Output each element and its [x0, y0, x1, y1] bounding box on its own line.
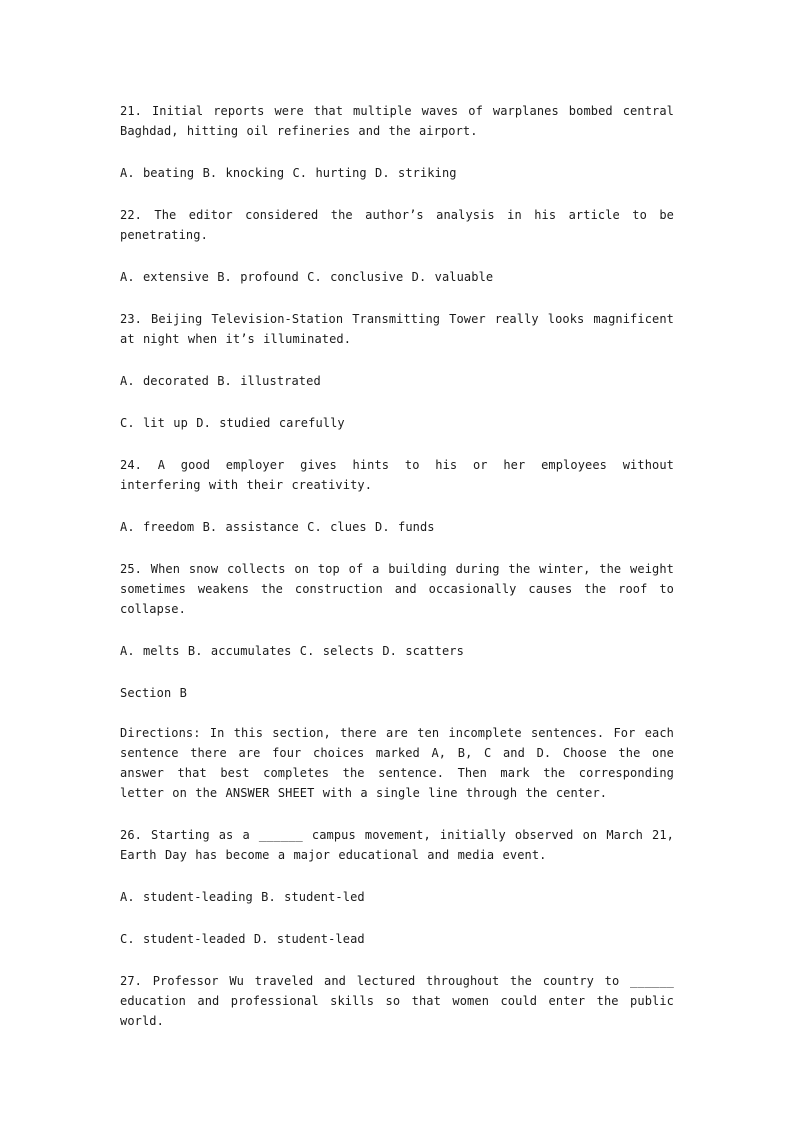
section-heading: Section B — [120, 686, 187, 700]
question-21: 21. Initial reports were that multiple waves of warplanes bombed central Baghdad, hitting oil refineries and the airport. — [120, 104, 674, 138]
document-page — [120, 101, 674, 1053]
options-24: A. freedom B. assistance C. clues D. funds — [120, 520, 435, 534]
options-23-cd: C. lit up D. studied carefully — [120, 416, 345, 430]
options-26-ab: A. student-leading B. student-led — [120, 890, 365, 904]
directions: Directions: In this section, there are ten incomplete sentences. For each sentence there are four choices marked A, B, C and D. Choose the one answer that best completes the sentence. Then mark the corresponding letter on the ANSWER SHEET with a single line through the center. — [120, 726, 674, 800]
options-26-cd: C. student-leaded D. student-lead — [120, 932, 365, 946]
question-27: 27. Professor Wu traveled and lectured throughout the country to ______ education and professional skills so that women could enter the public world. — [120, 974, 674, 1028]
question-26: 26. Starting as a ______ campus movement, initially observed on March 21, Earth Day has become a major educational and media event. — [120, 828, 674, 862]
options-22: A. extensive B. profound C. conclusive D. valuable — [120, 270, 494, 284]
question-22: 22. The editor considered the author’s analysis in his article to be penetrating. — [120, 208, 674, 242]
options-21: A. beating B. knocking C. hurting D. striking — [120, 166, 457, 180]
question-23: 23. Beijing Television-Station Transmitting Tower really looks magnificent at night when it’s illuminated. — [120, 312, 674, 346]
options-23-ab: A. decorated B. illustrated — [120, 374, 321, 388]
options-25: A. melts B. accumulates C. selects D. scatters — [120, 644, 464, 658]
question-25: 25. When snow collects on top of a building during the winter, the weight sometimes weakens the construction and occasionally causes the roof to collapse. — [120, 562, 674, 616]
question-24: 24. A good employer gives hints to his or her employees without interfering with their creativity. — [120, 458, 674, 492]
